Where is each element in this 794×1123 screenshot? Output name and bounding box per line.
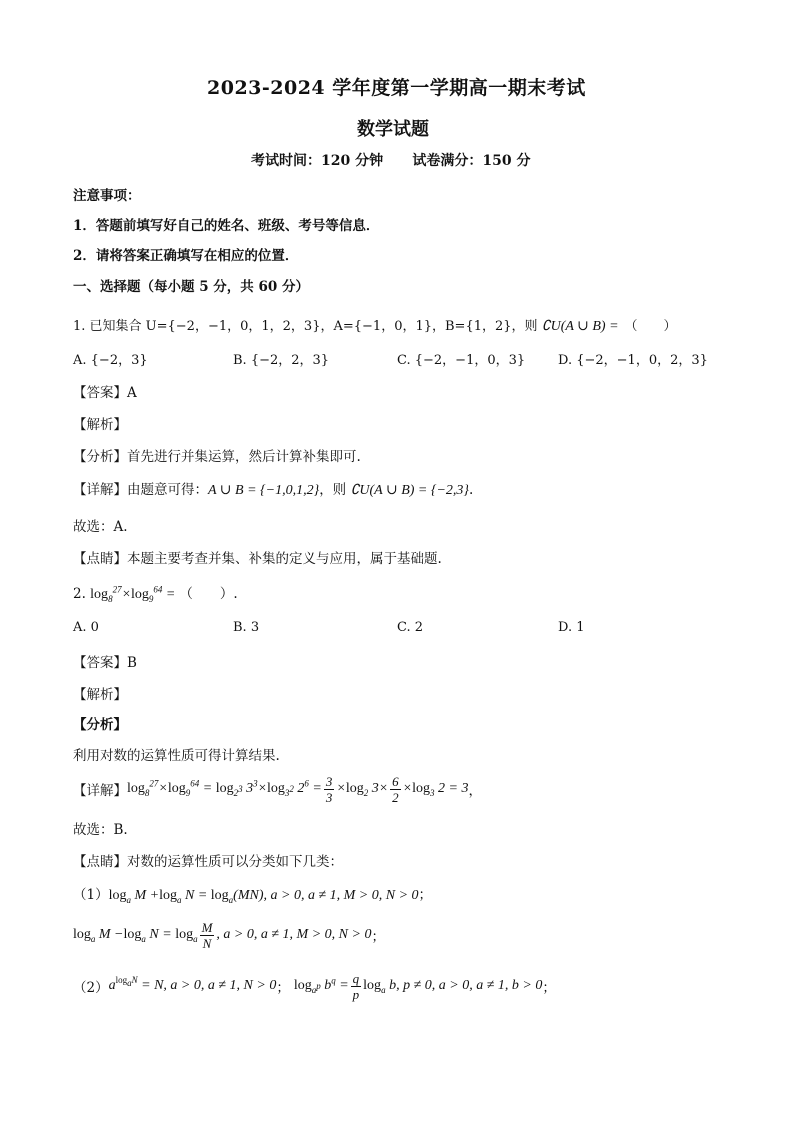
notes-item-2: 2．请将答案正确填写在相应的位置．	[73, 248, 299, 264]
q1-paren: （ ）	[624, 319, 677, 334]
q2-number: 2.	[73, 586, 91, 602]
q2-fenxi-text: 利用对数的运算性质可得计算结果.	[73, 748, 280, 764]
q1-analysis-label: 【解析】	[73, 417, 127, 433]
q1-xiangjie	[73, 478, 473, 499]
q2-expr: $\log_8^{27}\times\log_9^{64}$ =	[90, 584, 176, 604]
rule-1: $(1)\log_a$ $M +\log_a$ $N = \log_a(MN)$, a > 0, a ≠ 1, M > 0, N > 0；	[73, 887, 433, 905]
rule-1b: $\log_a M -\log_a$ $N = \log_a$ $\frac{M}{N}$ , a > 0, a ≠ 1, M > 0, N > 0 ；	[73, 919, 385, 951]
q2-dianjing: 【点睛】对数的运算性质可以分类如下几类：	[73, 854, 343, 870]
q2-xiangjie-expr: $\log_8^{27}\times\log_9^{64} = \log_{2^3} 3^3\times\log_{3^2}$ $2^6$ =	[127, 778, 322, 798]
q2-paren: （ ）.	[179, 586, 238, 602]
q2-option-d: D. 1	[558, 620, 585, 635]
q1-dianjing: 【点睛】本题主要考查并集、补集的定义与应用，属于基础题.	[73, 551, 442, 567]
q1-choice: 故选：A.	[73, 519, 128, 535]
rule-2b-expr: $\log_{a^p} b^q$ =	[293, 975, 349, 995]
notes-item-1: 1．答题前填写好自己的姓名、班级、考号等信息．	[73, 218, 380, 234]
q1-stem	[73, 315, 677, 335]
q1-prefix: 1. 已知集合	[73, 319, 146, 334]
rule-2b-frac: $\frac{q}{p}$	[352, 970, 360, 1002]
section-heading: 一、选择题（每小题 5 分，共 60 分）	[73, 279, 309, 295]
q1-xiangjie-mid: ，则	[319, 482, 351, 498]
q2-frac-2: $\frac{6}{2}$	[392, 773, 399, 805]
q1-fenxi: 【分析】首先进行并集运算，然后计算补集即可.	[73, 449, 361, 465]
rule-2-label: （2）	[73, 980, 109, 996]
q2-frac-1: $\frac{3}{3}$	[325, 773, 333, 805]
document-title: 2023-2024 学年度第一学期高一期末考试	[207, 77, 586, 99]
subject-title: 数学试题	[357, 119, 429, 140]
q2-option-b: B. 3	[233, 620, 260, 635]
q1-xiangjie-expr1: A ∪ B = {−1,0,1,2}	[208, 483, 320, 498]
q1-answer: 【答案】A	[73, 385, 137, 401]
q1-option-a: A. {−2，3}	[73, 353, 148, 368]
q1-option-d: D. {−2，−1，0，2，3}	[558, 353, 708, 368]
q2-xiangjie: 【详解】 $\log_8^{27}\times\log_9^{64} = \log_{2^3} 3^3\times\log_{3^2}$ $2^6$ = $\frac{3}{3}$ $\times\log_2$ 3× $\frac{6}{2}$ $\times\log_3$ 2 = 3 ，	[73, 773, 482, 805]
q2-xiangjie-label: 【详解】	[73, 783, 127, 799]
rule-2: （2） $a^{log_aN} = N$, a > 0, a ≠ 1, N > 0 ； $\log_{a^p} b^q$ = $\frac{q}{p}$ $\log_a b$, p ≠ 0, a > 0, a ≠ 1, b > 0 ；	[73, 970, 556, 1002]
q2-fenxi-label: 【分析】	[73, 717, 127, 733]
q2-analysis-label: 【解析】	[73, 687, 127, 703]
notes-heading: 注意事项：	[73, 188, 141, 204]
rule-1b-expr: $\log_a M -\log_a$ $N = \log_a$	[73, 927, 198, 944]
q1-option-b: B. {−2，2，3}	[233, 353, 330, 368]
rule-1-expr: $\log_a M +\log_a$ $N = \log_a(MN)$, a > 0, a ≠ 1, M > 0, N > 0	[108, 888, 419, 905]
rule-1-label: （1）	[73, 887, 109, 903]
exam-info: 考试时间：120 分钟 试卷满分：150 分	[251, 153, 531, 169]
rule-2-expr: $a^{log_aN} = N$, a > 0, a ≠ 1, N > 0	[108, 975, 277, 993]
q1-xiangjie-label: 【详解】由题意可得：	[73, 482, 208, 498]
q1-expr: ∁U(A ∪ B) =	[541, 319, 619, 334]
q1-option-c: C. {−2，−1，0，3}	[397, 353, 526, 368]
q2-answer: 【答案】B	[73, 655, 137, 671]
q2-option-a: A. 0	[73, 620, 99, 635]
q2-option-c: C. 2	[397, 620, 424, 635]
q2-stem	[73, 582, 238, 603]
q1-xiangjie-expr2: ∁U(A ∪ B) = {−2,3}	[350, 483, 469, 498]
q1-sets: U={−2，−1，0，1，2，3}，A={−1，0，1}，B={1，2}，则	[145, 319, 542, 334]
q1-xiangjie-end: .	[469, 482, 474, 498]
rule-1b-frac: $\frac{M}{N}$	[201, 919, 213, 951]
q2-choice: 故选：B.	[73, 822, 128, 838]
